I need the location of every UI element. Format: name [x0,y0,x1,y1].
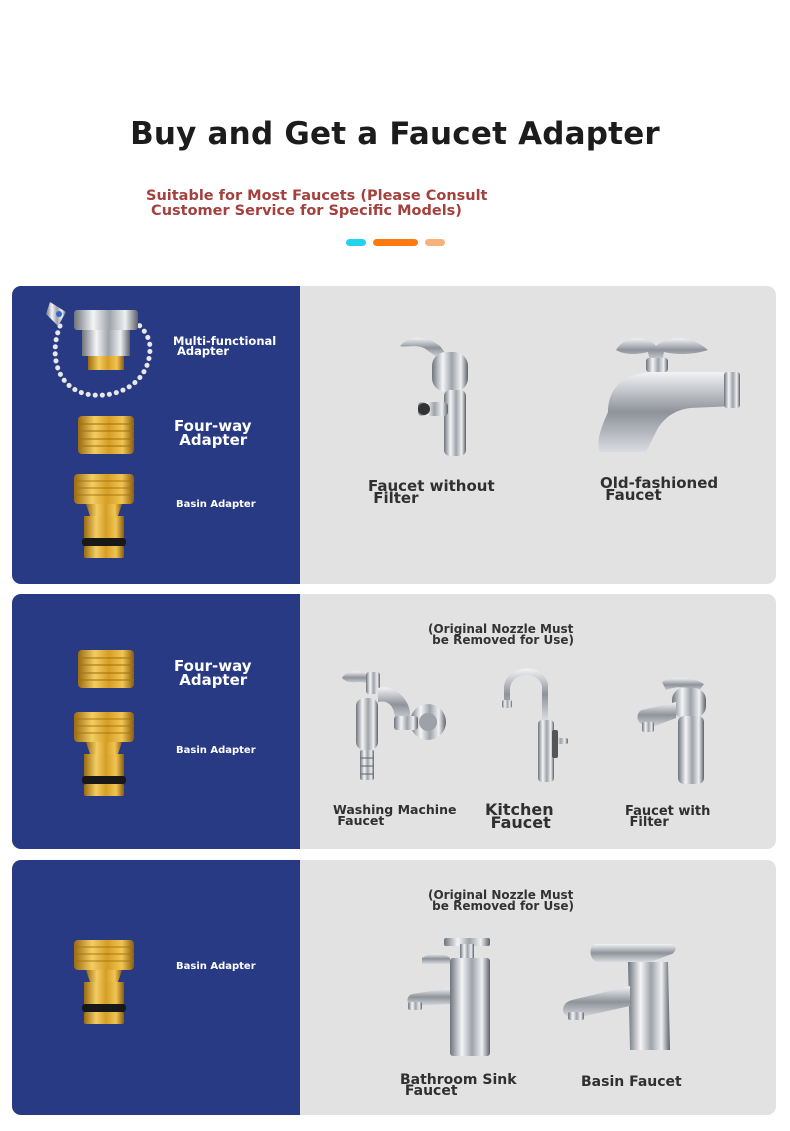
adapter-column [12,860,300,1115]
panel-sink-faucets [12,860,776,1115]
faucet-label-washing-machine: Washing Machine Faucet [333,802,457,828]
adapter-column [12,594,300,849]
adapter-label-basin: Basin Adapter [176,961,256,972]
faucet-label-kitchen: Kitchen Faucet [485,800,554,832]
faucet-label-with-filter: Faucet with Filter [625,804,711,830]
dot-indicator-peach [425,239,445,246]
subtitle-text: Suitable for Most Faucets (Please Consult Customer Service for Specific Models) [146,188,488,219]
adapter-label-basin: Basin Adapter [176,499,256,510]
kitchen-faucet-image [496,660,576,786]
faucet-without-filter-image [394,334,484,460]
basin-adapter-image [74,474,134,560]
faucet-with-filter-image [636,676,720,788]
panel-nozzle-faucets [12,594,776,849]
nozzle-note: (Original Nozzle Must be Removed for Use) [428,622,575,647]
bathroom-sink-faucet-image [400,938,496,1060]
nozzle-note: (Original Nozzle Must be Removed for Use) [428,888,575,913]
washing-machine-faucet-image [338,668,448,786]
faucet-label-bathroom-sink: Bathroom Sink Faucet [400,1072,517,1099]
basin-adapter-image [74,940,134,1026]
basin-adapter-image [74,712,134,798]
dot-indicator-orange [373,239,418,246]
old-fashioned-faucet-image [586,332,742,460]
four-way-adapter-image [78,416,134,454]
basin-faucet-image [558,942,682,1054]
panel-standard-faucets [12,286,776,584]
faucet-label-without-filter: Faucet without Filter [368,477,495,507]
adapter-label-basin: Basin Adapter [176,745,256,756]
adapter-label-four-way: Four-way Adapter [174,417,252,449]
page-subtitle [146,189,566,218]
faucet-label-old-fashioned: Old-fashioned Faucet [600,474,719,504]
dot-indicator-cyan [346,239,366,246]
four-way-adapter-image [78,650,134,688]
adapter-label-four-way: Four-way Adapter [174,657,252,689]
faucet-label-basin: Basin Faucet [581,1074,682,1090]
multi-functional-adapter-image [46,296,156,400]
page-title: Buy and Get a Faucet Adapter [130,116,660,152]
adapter-label-multi-functional: Multi-functional Adapter [173,334,277,358]
